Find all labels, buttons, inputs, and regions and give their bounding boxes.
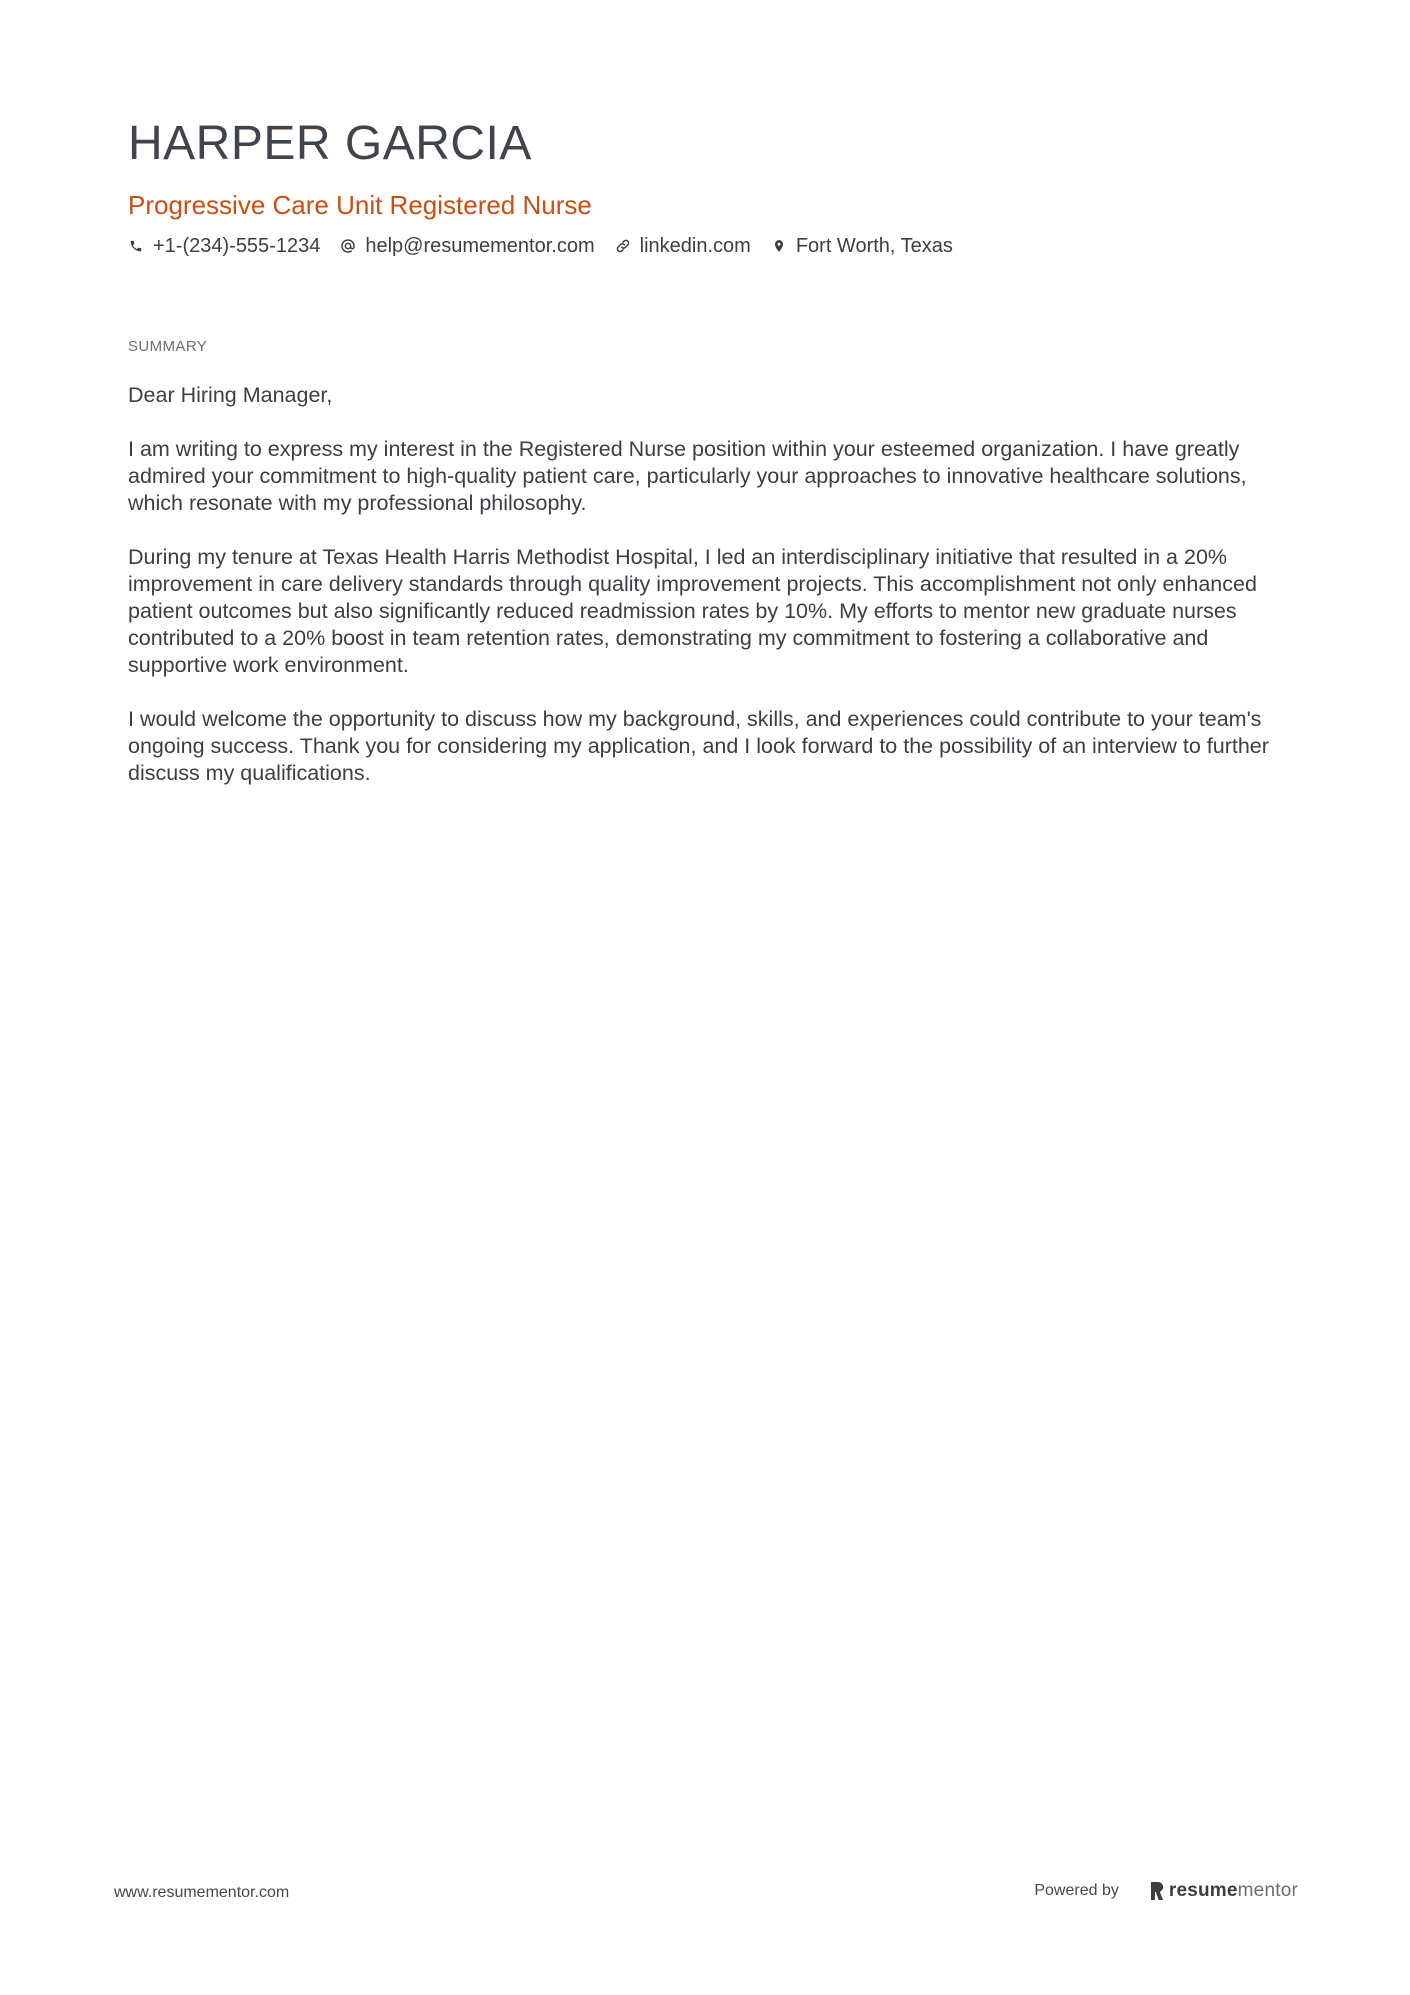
brand-logo[interactable] — [1149, 1880, 1298, 1902]
contact-location-text: Fort Worth, Texas — [795, 235, 953, 257]
at-icon — [340, 238, 356, 254]
resumementor-logo-icon — [1149, 1881, 1165, 1901]
paragraph: I would welcome the opportunity to discuss how my background, skills, and experiences could contribute to your team's ongoing success. Thank you for considering my application, and I look forward to the possibility of an interview to further discuss my qualifications. — [128, 707, 1269, 785]
contact-location — [771, 232, 953, 260]
salutation: Dear Hiring Manager, — [128, 383, 333, 407]
contact-linkedin-text[interactable]: linkedin.com — [639, 235, 751, 257]
footer-website-link[interactable]: www.resumementor.com — [114, 1884, 290, 1901]
brand-name-resume: resume — [1168, 1880, 1238, 1901]
header — [128, 112, 1288, 260]
contact-email-text[interactable]: help@resumementor.com — [365, 235, 595, 257]
contact-phone-text: +1-(234)-555-1234 — [153, 235, 321, 257]
summary-heading: SUMMARY — [128, 338, 208, 355]
contact-bar — [128, 232, 1288, 260]
powered-by-label: Powered by — [1034, 1882, 1119, 1899]
paragraph: I am writing to express my interest in the Registered Nurse position within your esteemed organization. I have greatly admired your commitment to high-quality patient care, particularly your approaches to innovative healthcare solutions, which resonate with my professional philosophy. — [128, 437, 1247, 515]
candidate-name: HARPER GARCIA — [128, 117, 532, 170]
location-pin-icon — [771, 238, 787, 254]
summary-body — [128, 382, 1288, 814]
paragraph: During my tenure at Texas Health Harris Methodist Hospital, I led an interdisciplinary initiative that resulted in a 20% improvement in care delivery standards through quality improvement projects. This accomplishment not only enhanced patient outcomes but also significantly reduced readmission rates by 10%. My efforts to mentor new graduate nurses contributed to a 20% boost in team retention rates, demonstrating my commitment to fostering a collaborative and supportive work environment. — [128, 545, 1257, 677]
contact-linkedin[interactable] — [615, 232, 751, 260]
footer-branding — [1034, 1880, 1298, 1902]
phone-icon — [128, 238, 144, 254]
link-icon — [615, 238, 631, 254]
contact-phone — [128, 232, 320, 260]
job-title: Progressive Care Unit Registered Nurse — [128, 190, 592, 220]
contact-email[interactable] — [340, 232, 594, 260]
brand-name-mentor: mentor — [1237, 1880, 1298, 1901]
